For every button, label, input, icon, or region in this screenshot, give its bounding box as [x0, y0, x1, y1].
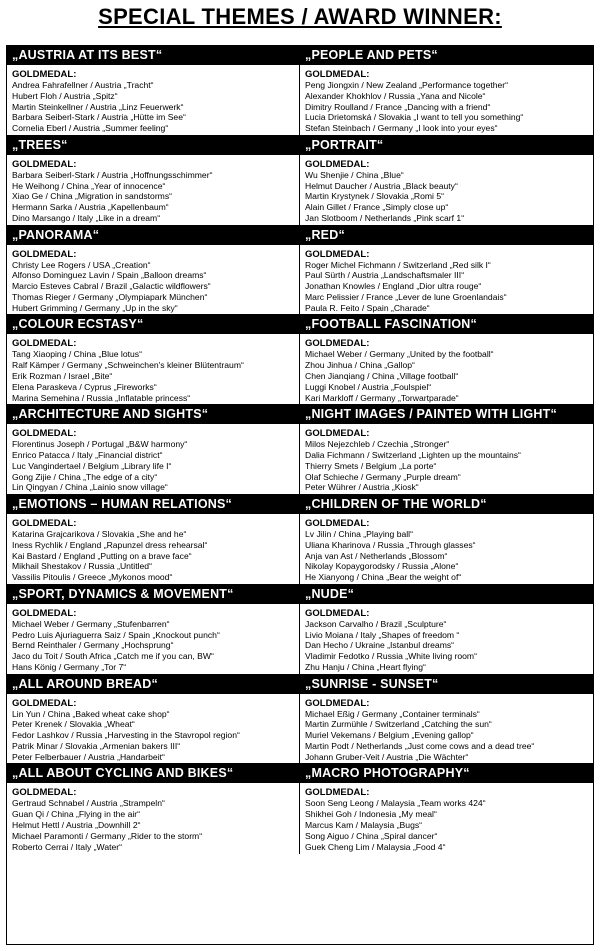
medal-label: GOLDMEDAL: — [12, 607, 77, 619]
theme-title: „FOOTBALL FASCINATION“ — [300, 315, 593, 334]
medal-label: GOLDMEDAL: — [12, 338, 77, 350]
winner-entry: Christy Lee Rogers / USA „Creation“ — [12, 259, 151, 270]
winner-list — [300, 694, 593, 763]
winner-entry: Michael Weber / Germany „United by the football“ — [305, 349, 494, 360]
winner-entry: Peter Krenek / Slovakia „Wheat“ — [12, 719, 135, 730]
theme-section — [300, 315, 593, 405]
winner-entry: Andrea Fahrafellner / Austria „Tracht“ — [12, 80, 154, 90]
medal-label: GOLDMEDAL: — [305, 338, 370, 350]
winner-entry: Hubert Grimming / Germany „Up in the sky“ — [12, 302, 178, 313]
winner-entry: Gong Zijie / China „The edge of a city“ — [12, 471, 158, 482]
theme-title: „COLOUR ECSTASY“ — [7, 315, 299, 334]
theme-title: „ARCHITECTURE AND SIGHTS“ — [7, 405, 299, 424]
theme-section — [7, 585, 300, 675]
medal-label: GOLDMEDAL: — [305, 607, 370, 619]
theme-title: „SPORT, DYNAMICS & MOVEMENT“ — [7, 585, 299, 604]
winner-entry: Guek Cheng Lim / Malaysia „Food 4“ — [305, 841, 446, 852]
theme-section — [300, 675, 593, 765]
winner-entry: Paula R. Feito / Spain „Charade“ — [305, 302, 430, 313]
winner-list — [300, 783, 593, 852]
winner-list — [300, 334, 593, 403]
theme-section — [7, 405, 300, 495]
winner-entry: Fedor Lashkov / Russia „Harvesting in the Stavropol region“ — [12, 730, 240, 741]
theme-title: „NIGHT IMAGES / PAINTED WITH LIGHT“ — [300, 405, 593, 424]
winner-entry: Stefan Steinbach / Germany „I look into your eyes“ — [305, 123, 498, 134]
medal-label: GOLDMEDAL: — [305, 248, 370, 260]
theme-section — [7, 764, 300, 854]
theme-section — [300, 226, 593, 316]
theme-title: „RED“ — [300, 226, 593, 245]
winner-entry: Milos Nejezchleb / Czechia „Stronger“ — [305, 439, 450, 450]
winner-entry: Olaf Schieche / Germany „Purple dream“ — [305, 471, 461, 482]
winner-entry: Ralf Kämper / Germany „Schweinchen's kleiner Blütentraum“ — [12, 360, 244, 371]
winner-entry: Gertraud Schnabel / Austria „Strampeln“ — [12, 798, 165, 809]
medal-label: GOLDMEDAL: — [305, 428, 370, 440]
winner-entry: Dan Hecho / Ukraine „Istanbul dreams“ — [305, 640, 455, 651]
winner-entry: Martin Krystynek / Slovakia „Romi 5“ — [305, 191, 444, 202]
winner-list — [300, 65, 593, 134]
themes-grid — [6, 45, 594, 945]
winner-list — [300, 155, 593, 224]
medal-label: GOLDMEDAL: — [12, 248, 77, 260]
winner-entry: Johann Gruber-Veit / Austria „Die Wächter“ — [305, 751, 469, 762]
winner-list — [7, 694, 299, 763]
winner-entry: Lucia Drietomská / Slovakia „I want to tell you something“ — [305, 112, 524, 123]
winner-entry: Jan Slotboom / Netherlands „Pink scarf 1“ — [305, 212, 465, 223]
winner-list — [7, 155, 299, 224]
winner-entry: Michael Eßig / Germany „Container terminals“ — [305, 708, 480, 719]
winner-entry: Paul Sürth / Austria „Landschaftsmaler III“ — [305, 270, 465, 281]
theme-section — [300, 764, 593, 854]
winner-entry: Xiao Ge / China „Migration in sandstorms“ — [12, 191, 173, 202]
winner-list — [7, 424, 299, 493]
winner-list — [7, 245, 299, 314]
theme-section — [300, 405, 593, 495]
medal-label: GOLDMEDAL: — [305, 158, 370, 170]
winner-entry: Hermann Sarka / Austria „Kapellenbaum“ — [12, 202, 169, 213]
winner-entry: Peter Wührer / Austria „Kiosk“ — [305, 482, 419, 493]
winner-entry: Roger Michel Fichmann / Switzerland „Red silk I“ — [305, 259, 491, 270]
winner-entry: Vassilis Pitoulis / Greece „Mykonos mood“ — [12, 572, 173, 583]
winner-entry: Zhu Hanju / China „Heart flying“ — [305, 661, 426, 672]
winner-entry: Shikhei Goh / Indonesia „My meal“ — [305, 809, 437, 820]
winner-entry: Michael Weber / Germany „Stufenbarren“ — [12, 618, 170, 629]
winner-entry: Hubert Floh / Austria „Spitz“ — [12, 90, 118, 101]
medal-label: GOLDMEDAL: — [12, 69, 77, 80]
winner-entry: Uliana Kharinova / Russia „Through glasses“ — [305, 539, 476, 550]
winner-list — [7, 514, 299, 583]
winner-entry: Iness Rychlik / England „Rapunzel dress rehearsal“ — [12, 539, 208, 550]
theme-title: „AUSTRIA AT ITS BEST“ — [7, 46, 299, 65]
theme-section — [300, 495, 593, 585]
winner-entry: Anja van Ast / Netherlands „Blossom“ — [305, 550, 448, 561]
winner-entry: Katarina Grajcarikova / Slovakia „She and he“ — [12, 529, 187, 539]
winner-entry: Thomas Rieger / Germany „Olympiapark München“ — [12, 291, 208, 302]
winner-list — [7, 65, 299, 134]
winner-entry: Dino Marsango / Italy „Like in a dream“ — [12, 212, 161, 223]
winner-entry: Wu Shenjie / China „Blue“ — [305, 169, 404, 180]
medal-label: GOLDMEDAL: — [305, 518, 370, 529]
winner-entry: Helmut Daucher / Austria „Black beauty“ — [305, 180, 458, 191]
theme-title: „ALL ABOUT CYCLING AND BIKES“ — [7, 764, 299, 783]
winner-entry: Mikhail Shestakov / Russia „Untitled“ — [12, 561, 152, 572]
medal-label: GOLDMEDAL: — [305, 697, 370, 709]
theme-section — [7, 136, 300, 226]
winner-entry: Michael Paramonti / Germany „Rider to the storm“ — [12, 830, 203, 841]
winner-entry: Helmut Hettl / Austria „Downhill 2“ — [12, 819, 141, 830]
theme-section — [7, 46, 300, 136]
theme-section — [300, 136, 593, 226]
winner-entry: Lin Yun / China „Baked wheat cake shop“ — [12, 708, 170, 719]
winner-entry: Alfonso Dominguez Lavin / Spain „Balloon dreams“ — [12, 270, 207, 281]
winner-entry: Jackson Carvalho / Brazil „Sculpture“ — [305, 618, 447, 629]
winner-entry: Guan Qi / China „Flying in the air“ — [12, 809, 141, 820]
winner-entry: Bernd Reinthaler / Germany „Hochsprung“ — [12, 640, 174, 651]
theme-title: „PANORAMA“ — [7, 226, 299, 245]
winner-entry: Barbara Seiberl-Stark / Austria „Hoffnungsschimmer“ — [12, 169, 213, 180]
winner-entry: He Xianyong / China „Bear the weight of“ — [305, 572, 462, 583]
page-title: SPECIAL THEMES / AWARD WINNER: — [98, 4, 502, 29]
winner-entry: Marc Pelissier / France „Lever de lune Groenlandais“ — [305, 291, 507, 302]
winner-list — [7, 604, 299, 673]
winner-entry: Patrik Minar / Slovakia „Armenian bakers III“ — [12, 740, 181, 751]
winner-entry: Dimitry Roulland / France „Dancing with a friend“ — [305, 101, 491, 112]
winner-entry: Marina Semehina / Russia „Inflatable princess“ — [12, 392, 191, 403]
winner-entry: Alexander Khokhlov / Russia „Yana and Nicole“ — [305, 90, 486, 101]
winner-entry: He Weihong / China „Year of innocence“ — [12, 180, 166, 191]
winner-entry: Dalia Fichmann / Switzerland „Lighten up the mountains“ — [305, 449, 521, 460]
winner-entry: Lin Qingyan / China „Lainio snow village“ — [12, 482, 168, 493]
winner-entry: Marcus Kam / Malaysia „Bugs“ — [305, 819, 423, 830]
winner-entry: Chen Jianqiang / China „Village football“ — [305, 370, 459, 381]
theme-section — [300, 585, 593, 675]
winner-entry: Elena Paraskeva / Cyprus „Fireworks“ — [12, 381, 157, 392]
winner-entry: Hans König / Germany „Tor 7“ — [12, 661, 127, 672]
winner-entry: Alain Gillet / France „Simply close up“ — [305, 202, 449, 213]
winner-list — [300, 514, 593, 583]
medal-label: GOLDMEDAL: — [305, 787, 370, 799]
theme-title: „TREES“ — [7, 136, 299, 155]
medal-label: GOLDMEDAL: — [12, 787, 77, 799]
winner-entry: Song Aiguo / China „Spiral dancer“ — [305, 830, 438, 841]
winner-entry: Marcio Esteves Cabral / Brazil „Galactic wildflowers“ — [12, 281, 211, 292]
winner-entry: Martin Zurmühle / Switzerland „Catching the sun“ — [305, 719, 492, 730]
winner-entry: Roberto Cerrai / Italy „Water“ — [12, 841, 122, 852]
winner-entry: Luc Vangindertael / Belgium „Library life I“ — [12, 460, 172, 471]
winner-entry: Kari Markloff / Germany „Torwartparade“ — [305, 392, 459, 403]
winner-entry: Soon Seng Leong / Malaysia „Team works 424“ — [305, 798, 486, 809]
theme-title: „ALL AROUND BREAD“ — [7, 675, 299, 694]
theme-title: „NUDE“ — [300, 585, 593, 604]
theme-section — [300, 46, 593, 136]
winner-entry: Florentinus Joseph / Portugal „B&W harmony“ — [12, 439, 188, 450]
winner-entry: Enrico Patacca / Italy „Financial district“ — [12, 449, 163, 460]
winner-entry: Muriel Vekemans / Belgium „Evening gallop“ — [305, 730, 474, 741]
winner-entry: Jonathan Knowles / England „Dior ultra rouge“ — [305, 281, 482, 292]
theme-title: „MACRO PHOTOGRAPHY“ — [300, 764, 593, 783]
winner-entry: Kai Bastard / England „Putting on a brave face“ — [12, 550, 192, 561]
medal-label: GOLDMEDAL: — [12, 518, 77, 529]
winner-entry: Lv Jilin / China „Playing ball“ — [305, 529, 413, 539]
winner-entry: Vladimir Fedotko / Russia „White living room“ — [305, 651, 477, 662]
theme-section — [7, 226, 300, 316]
theme-title: „PEOPLE AND PETS“ — [300, 46, 593, 65]
winner-entry: Thierry Smets / Belgium „La porte“ — [305, 460, 437, 471]
winner-entry: Pedro Luis Ajuriaguerra Saiz / Spain „Knockout punch“ — [12, 629, 220, 640]
theme-title: „EMOTIONS – HUMAN RELATIONS“ — [7, 495, 299, 514]
winner-list — [300, 424, 593, 493]
medal-label: GOLDMEDAL: — [305, 69, 370, 80]
winner-entry: Nikolay Kopaygorodsky / Russia „Alone“ — [305, 561, 459, 572]
winner-entry: Martin Steinkellner / Austria „Linz Feuerwerk“ — [12, 101, 184, 112]
winner-list — [7, 334, 299, 403]
winner-entry: Livio Moiana / Italy „Shapes of freedom “ — [305, 629, 460, 640]
theme-title: „CHILDREN OF THE WORLD“ — [300, 495, 593, 514]
theme-section — [7, 675, 300, 765]
winner-entry: Tang Xiaoping / China „Blue lotus“ — [12, 349, 142, 360]
winner-list — [300, 245, 593, 314]
winner-entry: Luggi Knobel / Austria „Foulspiel“ — [305, 381, 432, 392]
theme-title: „SUNRISE - SUNSET“ — [300, 675, 593, 694]
winner-entry: Barbara Seiberl-Stark / Austria „Hütte im See“ — [12, 112, 186, 123]
winner-entry: Cornelia Eberl / Austria „Summer feeling“ — [12, 123, 169, 134]
winner-list — [300, 604, 593, 673]
medal-label: GOLDMEDAL: — [12, 697, 77, 709]
winner-entry: Peter Felberbauer / Austria „Handarbeit“ — [12, 751, 165, 762]
winner-entry: Erik Rozman / Israel „Bite“ — [12, 370, 113, 381]
winner-list — [7, 783, 299, 852]
theme-section — [7, 315, 300, 405]
winner-entry: Zhou Jinhua / China „Gallop“ — [305, 360, 415, 371]
theme-title: „PORTRAIT“ — [300, 136, 593, 155]
theme-section — [7, 495, 300, 585]
medal-label: GOLDMEDAL: — [12, 428, 77, 440]
medal-label: GOLDMEDAL: — [12, 158, 77, 170]
winner-entry: Peng Jiongxin / New Zealand „Performance together“ — [305, 80, 509, 90]
winner-entry: Jaco du Toit / South Africa „Catch me if you can, BW“ — [12, 651, 214, 662]
winner-entry: Martin Podt / Netherlands „Just come cows and a dead tree“ — [305, 740, 535, 751]
